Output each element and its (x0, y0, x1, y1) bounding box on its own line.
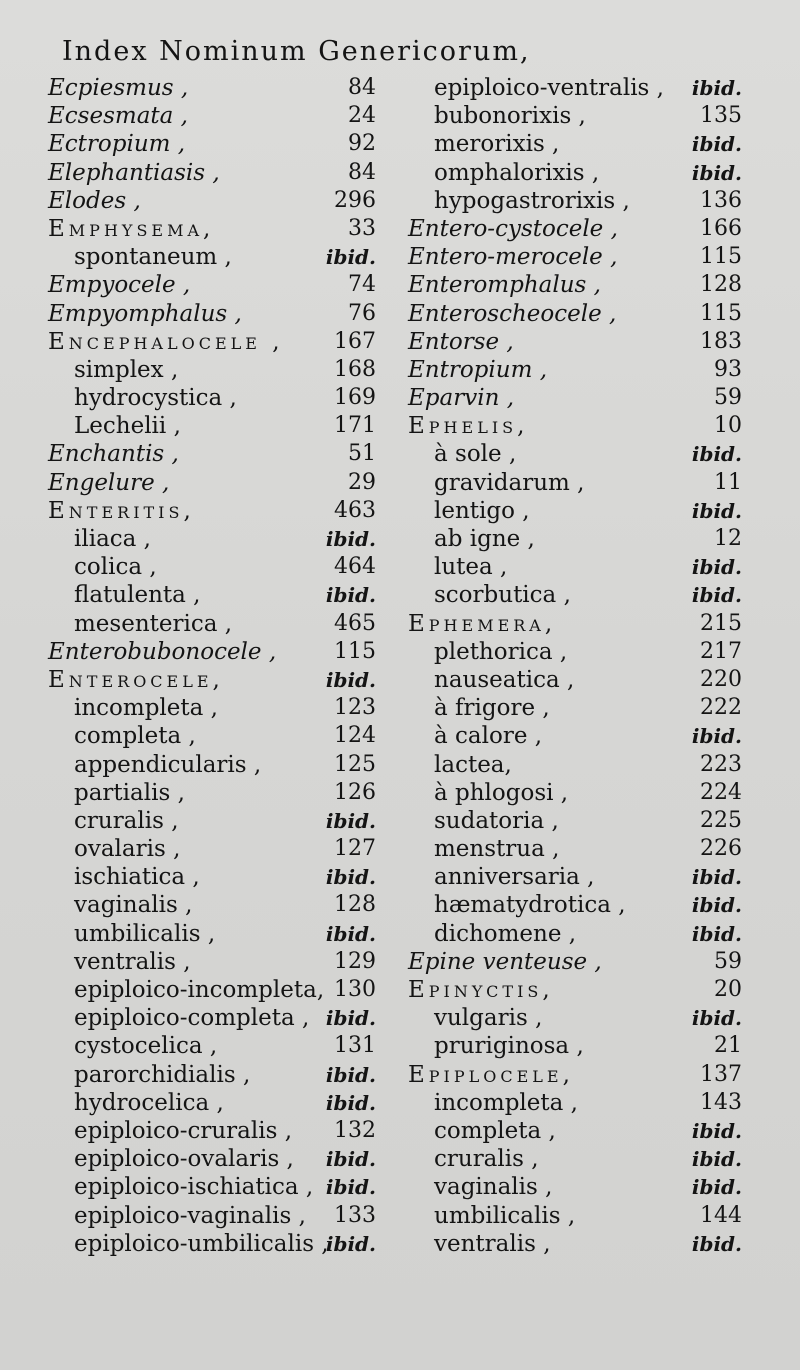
index-entry (48, 300, 388, 328)
index-entry (48, 610, 388, 638)
index-entry (408, 497, 750, 525)
index-term: Ephemera, (408, 610, 557, 637)
index-entry (408, 610, 750, 638)
page-reference: 128 (334, 892, 376, 918)
index-entry (408, 159, 750, 187)
page-reference: 225 (700, 807, 742, 833)
index-entry (48, 412, 388, 440)
page-reference: 84 (348, 159, 376, 185)
page-reference: 24 (348, 103, 376, 129)
page-reference: 84 (348, 75, 376, 100)
page-reference: 183 (700, 328, 742, 354)
index-entry (408, 807, 750, 835)
index-term: merorixis , (434, 131, 560, 158)
index-term: cruralis , (434, 1146, 539, 1173)
page-reference: ibid. (691, 498, 742, 523)
page-reference: 128 (700, 272, 742, 298)
index-entry (48, 1173, 388, 1201)
index-term: lutea , (434, 554, 508, 581)
index-entry (408, 863, 750, 891)
index-term: umbilicalis , (434, 1202, 576, 1229)
page-reference: 93 (714, 356, 742, 382)
page-reference: 76 (348, 300, 376, 326)
page-reference: 124 (334, 723, 376, 749)
index-entry (408, 102, 750, 130)
index-entry (48, 271, 388, 299)
index-term: Ectropium , (48, 131, 186, 158)
index-entry (48, 469, 388, 497)
index-term: completa , (434, 1117, 556, 1144)
index-entry (408, 1230, 750, 1258)
index-term: Ephelis, (408, 413, 529, 440)
index-entry (48, 440, 388, 468)
index-term: Encephalocele , (48, 328, 284, 355)
index-entry (408, 694, 750, 722)
page-reference: 143 (700, 1089, 742, 1115)
page-reference: 131 (334, 1033, 376, 1059)
index-entry (48, 1089, 388, 1117)
page-reference: 29 (348, 469, 376, 495)
index-entry (48, 948, 388, 976)
index-entry (48, 722, 388, 750)
page-reference: ibid. (325, 808, 376, 833)
page-reference: ibid. (325, 667, 376, 692)
index-entry (408, 1089, 750, 1117)
index-term: Ecsesmata , (48, 103, 188, 130)
index-term: epiploico-ovalaris , (74, 1146, 294, 1173)
index-term: Empyocele , (48, 272, 191, 299)
index-entry (48, 751, 388, 779)
page-reference: ibid. (691, 132, 742, 157)
index-entry (48, 1004, 388, 1032)
index-term: vaginalis , (74, 892, 193, 919)
index-entry (408, 920, 750, 948)
index-term: Empyomphalus , (48, 300, 242, 327)
index-term: Elephantiasis , (48, 159, 220, 186)
index-entry (48, 1145, 388, 1173)
page-reference: 136 (700, 187, 742, 213)
page-reference: 126 (334, 779, 376, 805)
index-entry (408, 1061, 750, 1089)
index-entry (408, 412, 750, 440)
index-term: Lechelii , (74, 413, 181, 440)
index-entry (408, 525, 750, 553)
index-term: Eparvin , (408, 385, 515, 412)
page-reference: 296 (334, 187, 376, 213)
index-term: Elodes , (48, 187, 141, 214)
page-reference: 166 (700, 215, 742, 241)
page-reference: 171 (334, 413, 376, 439)
index-term: colica , (74, 554, 157, 581)
index-term: ovalaris , (74, 836, 181, 863)
index-term: anniversaria , (434, 864, 595, 891)
index-term: plethorica , (434, 638, 568, 665)
index-entry (408, 300, 750, 328)
page-reference: ibid. (691, 583, 742, 608)
page-reference: 33 (348, 215, 376, 241)
index-term: lentigo , (434, 497, 530, 524)
index-term: epiploico-cruralis , (74, 1117, 293, 1144)
index-entry (48, 863, 388, 891)
page-reference: 59 (714, 948, 742, 974)
index-term: ischiatica , (74, 864, 200, 891)
index-term: iliaca , (74, 526, 151, 552)
index-term: à calore , (434, 723, 543, 750)
page-reference: ibid. (691, 1231, 742, 1256)
index-entry (48, 130, 388, 158)
index-term: parorchidialis , (74, 1061, 251, 1088)
page-reference: 168 (334, 356, 376, 382)
index-entry (48, 1117, 388, 1145)
page-reference: 21 (714, 1033, 742, 1059)
page-reference: ibid. (691, 442, 742, 467)
page-reference: 226 (700, 836, 742, 862)
index-entry (48, 807, 388, 835)
index-term: hydrocystica , (74, 385, 237, 412)
page-title: Index Nominum Genericorum, (62, 36, 531, 67)
index-entry (48, 779, 388, 807)
index-term: pruriginosa , (434, 1033, 584, 1060)
index-term: Enteromphalus , (408, 272, 601, 299)
page-reference: ibid. (691, 724, 742, 749)
page-reference: 220 (700, 666, 742, 692)
index-term: ab igne , (434, 526, 535, 552)
index-term: hydrocelica , (74, 1089, 224, 1116)
page-reference: ibid. (325, 583, 376, 608)
page-reference: ibid. (325, 865, 376, 890)
index-entry (408, 356, 750, 384)
page-reference: ibid. (325, 1175, 376, 1200)
page-reference: 133 (334, 1202, 376, 1228)
page-reference: ibid. (325, 527, 376, 551)
index-term: epiploico-umbilicalis , (74, 1230, 329, 1257)
index-term: à sole , (434, 441, 517, 468)
index-term: Ecpiesmus , (48, 75, 189, 101)
index-term: Enterocele, (48, 666, 224, 693)
index-term: Entropium , (408, 356, 548, 383)
index-term: menstrua , (434, 836, 560, 863)
index-entry (408, 751, 750, 779)
index-entry (48, 891, 388, 919)
page-reference: 464 (334, 554, 376, 580)
page-reference: ibid. (691, 921, 742, 946)
index-term: à frigore , (434, 695, 550, 722)
page-reference: 12 (714, 526, 742, 551)
page-reference: ibid. (325, 1062, 376, 1087)
page-reference: 167 (334, 328, 376, 354)
index-entry (48, 243, 388, 271)
index-term: appendicularis , (74, 751, 262, 778)
page-reference: 11 (714, 469, 742, 495)
page-reference: 129 (334, 948, 376, 974)
index-term: incompleta , (434, 1089, 578, 1116)
page-reference: 222 (700, 695, 742, 721)
index-entry (408, 243, 750, 271)
page-reference: ibid. (325, 245, 376, 270)
page-reference: ibid. (325, 1090, 376, 1115)
page-reference: 20 (714, 977, 742, 1002)
index-term: mesenterica , (74, 610, 233, 637)
index-entry (48, 638, 388, 666)
index-term: Enteritis, (48, 497, 195, 524)
index-term: scorbutica , (434, 582, 571, 609)
index-term: epiploico-incompleta, (74, 977, 325, 1003)
index-term: Epinyctis, (408, 977, 554, 1003)
index-entry (48, 581, 388, 609)
index-term: umbilicalis , (74, 920, 216, 947)
page-reference: 463 (334, 497, 376, 523)
page-reference: 127 (334, 836, 376, 862)
index-entry (408, 581, 750, 609)
page-reference: 115 (700, 300, 742, 326)
index-entry (48, 1202, 388, 1230)
index-entry (408, 1173, 750, 1201)
page-reference: 51 (348, 441, 376, 467)
index-entry (408, 384, 750, 412)
page-reference: ibid. (325, 1231, 376, 1256)
index-entry (408, 328, 750, 356)
page-reference: ibid. (691, 555, 742, 580)
page-reference: ibid. (691, 865, 742, 890)
index-entry (408, 469, 750, 497)
index-term: flatulenta , (74, 582, 201, 609)
page-reference: 465 (334, 610, 376, 636)
index-entry (408, 1117, 750, 1145)
index-term: Emphysema, (48, 215, 215, 242)
index-entry (48, 384, 388, 412)
index-term: sudatoria , (434, 807, 559, 834)
page-reference: 132 (334, 1117, 376, 1143)
index-term: ventralis , (74, 948, 191, 975)
index-entry (48, 497, 388, 525)
page-reference: 144 (700, 1202, 742, 1228)
index-term: partialis , (74, 779, 185, 806)
left-column (48, 74, 388, 1258)
page-reference: 92 (348, 131, 376, 157)
page-reference: 59 (714, 385, 742, 411)
index-entry (408, 976, 750, 1004)
index-term: Enteroscheocele , (408, 300, 617, 327)
page-reference: ibid. (325, 921, 376, 946)
right-column (408, 74, 750, 1258)
index-entry (48, 835, 388, 863)
page-reference: 123 (334, 695, 376, 721)
index-entry (408, 271, 750, 299)
index-entry (48, 74, 388, 102)
index-entry (408, 779, 750, 807)
index-term: cystocelica , (74, 1033, 218, 1060)
index-term: vaginalis , (434, 1174, 553, 1201)
index-entry (48, 976, 388, 1004)
page-reference: 135 (700, 103, 742, 129)
index-term: epiploico-vaginalis , (74, 1202, 306, 1229)
index-term: Entero-cystocele , (408, 215, 618, 242)
index-term: dichomene , (434, 920, 577, 947)
index-entry (48, 920, 388, 948)
page-reference: 137 (700, 1061, 742, 1087)
page-reference: 74 (348, 272, 376, 298)
index-entry (48, 215, 388, 243)
index-term: incompleta , (74, 695, 218, 722)
page-reference: ibid. (691, 1175, 742, 1200)
index-term: Entorse , (408, 328, 514, 355)
index-entry (48, 356, 388, 384)
page-reference: ibid. (691, 1006, 742, 1031)
index-entry (408, 215, 750, 243)
index-term: epiploico-completa , (74, 1005, 310, 1032)
page-reference: ibid. (691, 76, 742, 100)
page-reference: 115 (700, 244, 742, 270)
index-entry (48, 1230, 388, 1258)
index-term: spontaneum , (74, 244, 232, 271)
index-entry (408, 1145, 750, 1173)
index-entry (408, 1202, 750, 1230)
index-entry (408, 1032, 750, 1060)
index-term: hypogastrorixis , (434, 187, 630, 214)
index-term: Epine venteuse , (408, 948, 602, 975)
index-entry (48, 102, 388, 130)
index-term: gravidarum , (434, 469, 585, 496)
index-entry (408, 666, 750, 694)
page-reference: ibid. (325, 1006, 376, 1031)
index-term: à phlogosi , (434, 779, 569, 806)
page-reference: ibid. (691, 1118, 742, 1143)
page-reference: 224 (700, 779, 742, 805)
index-entry (48, 525, 388, 553)
index-term: omphalorixis , (434, 159, 600, 186)
page-reference: ibid. (691, 893, 742, 918)
page-reference: 10 (714, 413, 742, 439)
page-reference: ibid. (691, 160, 742, 185)
index-entry (48, 1032, 388, 1060)
index-entry (408, 440, 750, 468)
page-reference: 215 (700, 610, 742, 636)
index-entry (48, 328, 388, 356)
index-entry (408, 553, 750, 581)
index-entry (408, 722, 750, 750)
index-entry (48, 666, 388, 694)
index-term: hæmatydrotica , (434, 892, 626, 919)
page-reference: 130 (334, 977, 376, 1002)
page-reference: 169 (334, 385, 376, 411)
index-entry (408, 835, 750, 863)
index-term: Entero-merocele , (408, 244, 618, 271)
page-reference: ibid. (691, 1147, 742, 1172)
index-entry (48, 553, 388, 581)
index-entry (48, 187, 388, 215)
index-term: bubonorixis , (434, 103, 586, 130)
index-entry (408, 891, 750, 919)
page-reference: 115 (334, 638, 376, 664)
page-reference: 217 (700, 638, 742, 664)
page-reference: ibid. (325, 1147, 376, 1172)
page-reference: 223 (700, 751, 742, 777)
index-term: simplex , (74, 356, 179, 383)
index-entry (408, 948, 750, 976)
index-entry (408, 130, 750, 158)
index-entry (408, 187, 750, 215)
index-entry (48, 159, 388, 187)
index-term: vulgaris , (434, 1005, 543, 1032)
index-term: completa , (74, 723, 196, 750)
index-term: Epiplocele, (408, 1061, 574, 1088)
index-entry (48, 1061, 388, 1089)
index-entry (48, 694, 388, 722)
index-entry (408, 1004, 750, 1032)
index-term: epiploico-ventralis , (434, 75, 664, 101)
index-term: Enterobubonocele , (48, 638, 277, 665)
index-term: ventralis , (434, 1230, 551, 1257)
index-term: Enchantis , (48, 441, 179, 468)
page-reference: 125 (334, 751, 376, 777)
index-term: lactea, (434, 751, 512, 778)
index-term: cruralis , (74, 807, 179, 834)
index-entry (408, 638, 750, 666)
index-term: Engelure , (48, 469, 170, 496)
index-entry (408, 74, 750, 102)
index-term: nauseatica , (434, 666, 575, 693)
index-term: epiploico-ischiatica , (74, 1174, 314, 1201)
